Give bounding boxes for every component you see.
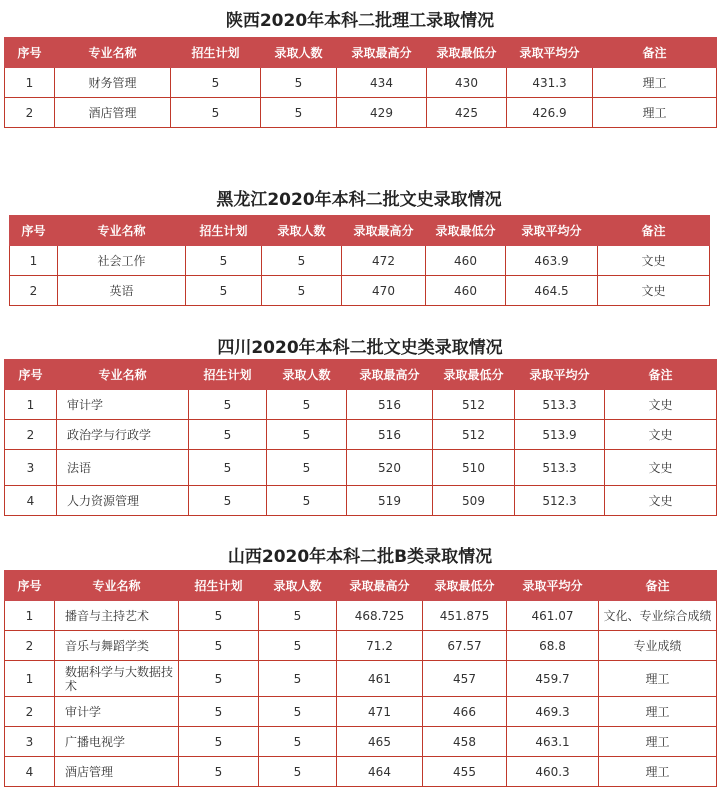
cell-avg-score: 512.3 (515, 486, 605, 516)
cell-avg-score: 513.9 (515, 420, 605, 450)
cell-major: 法语 (57, 450, 189, 486)
cell-plan: 5 (179, 697, 259, 727)
cell-remark: 文史 (605, 486, 717, 516)
cell-major: 财务管理 (55, 68, 171, 98)
cell-plan: 5 (189, 390, 267, 420)
cell-remark: 理工 (599, 757, 717, 787)
cell-remark: 文史 (605, 420, 717, 450)
cell-major: 音乐与舞蹈学类 (55, 631, 179, 661)
cell-remark: 理工 (599, 697, 717, 727)
cell-plan: 5 (171, 98, 261, 128)
table-row (10, 276, 710, 306)
table-row (5, 68, 717, 98)
cell-avg-score: 513.3 (515, 450, 605, 486)
cell-index: 2 (5, 697, 55, 727)
cell-max-score: 516 (347, 390, 433, 420)
col-header-max-score: 录取最高分 (337, 38, 427, 68)
cell-admitted: 5 (259, 661, 337, 697)
cell-max-score: 471 (337, 697, 423, 727)
section-title: 黑龙江2020年本科二批文史录取情况 (216, 190, 502, 210)
cell-plan: 5 (179, 631, 259, 661)
admission-table (4, 359, 717, 516)
cell-major: 审计学 (57, 390, 189, 420)
cell-min-score: 458 (423, 727, 507, 757)
cell-admitted: 5 (267, 390, 347, 420)
cell-major: 审计学 (55, 697, 179, 727)
col-header-index: 序号 (5, 360, 57, 390)
cell-min-score: 425 (427, 98, 507, 128)
cell-major: 英语 (58, 276, 186, 306)
col-header-admitted: 录取人数 (267, 360, 347, 390)
col-header-max-score: 录取最高分 (347, 360, 433, 390)
cell-admitted: 5 (262, 246, 342, 276)
cell-min-score: 430 (427, 68, 507, 98)
cell-plan: 5 (179, 601, 259, 631)
cell-admitted: 5 (267, 450, 347, 486)
cell-avg-score: 68.8 (507, 631, 599, 661)
cell-max-score: 468.725 (337, 601, 423, 631)
cell-min-score: 510 (433, 450, 515, 486)
cell-plan: 5 (186, 246, 262, 276)
cell-avg-score: 463.1 (507, 727, 599, 757)
cell-min-score: 460 (426, 276, 506, 306)
cell-max-score: 519 (347, 486, 433, 516)
cell-min-score: 457 (423, 661, 507, 697)
cell-major: 数据科学与大数据技术 (55, 661, 179, 697)
cell-max-score: 461 (337, 661, 423, 697)
header-row (5, 360, 717, 390)
cell-remark: 文化、专业综合成绩 (599, 601, 717, 631)
cell-max-score: 470 (342, 276, 426, 306)
cell-major: 社会工作 (58, 246, 186, 276)
cell-max-score: 71.2 (337, 631, 423, 661)
table-row (5, 757, 717, 787)
cell-admitted: 5 (259, 601, 337, 631)
col-header-min-score: 录取最低分 (426, 216, 506, 246)
col-header-major: 专业名称 (58, 216, 186, 246)
cell-plan: 5 (179, 727, 259, 757)
cell-major: 酒店管理 (55, 757, 179, 787)
cell-avg-score: 426.9 (507, 98, 593, 128)
col-header-remark: 备注 (605, 360, 717, 390)
cell-admitted: 5 (261, 68, 337, 98)
col-header-index: 序号 (5, 38, 55, 68)
cell-major: 人力资源管理 (57, 486, 189, 516)
col-header-avg-score: 录取平均分 (507, 571, 599, 601)
table-row (5, 631, 717, 661)
cell-remark: 文史 (598, 246, 710, 276)
cell-admitted: 5 (259, 697, 337, 727)
cell-remark: 理工 (599, 661, 717, 697)
col-header-remark: 备注 (599, 571, 717, 601)
col-header-min-score: 录取最低分 (433, 360, 515, 390)
table-row (5, 98, 717, 128)
cell-max-score: 472 (342, 246, 426, 276)
admission-table (4, 37, 717, 128)
cell-remark: 理工 (599, 727, 717, 757)
cell-index: 3 (5, 727, 55, 757)
col-header-plan: 招生计划 (179, 571, 259, 601)
cell-min-score: 460 (426, 246, 506, 276)
cell-index: 1 (5, 601, 55, 631)
cell-index: 4 (5, 486, 57, 516)
cell-avg-score: 469.3 (507, 697, 599, 727)
col-header-major: 专业名称 (55, 38, 171, 68)
cell-min-score: 509 (433, 486, 515, 516)
cell-avg-score: 513.3 (515, 390, 605, 420)
cell-min-score: 455 (423, 757, 507, 787)
cell-max-score: 516 (347, 420, 433, 450)
cell-index: 3 (5, 450, 57, 486)
cell-avg-score: 431.3 (507, 68, 593, 98)
col-header-min-score: 录取最低分 (427, 38, 507, 68)
cell-min-score: 451.875 (423, 601, 507, 631)
cell-major: 酒店管理 (55, 98, 171, 128)
cell-max-score: 429 (337, 98, 427, 128)
col-header-index: 序号 (10, 216, 58, 246)
table-row (10, 246, 710, 276)
cell-admitted: 5 (259, 757, 337, 787)
cell-max-score: 434 (337, 68, 427, 98)
cell-major: 播音与主持艺术 (55, 601, 179, 631)
cell-plan: 5 (186, 276, 262, 306)
cell-remark: 文史 (598, 276, 710, 306)
cell-plan: 5 (179, 757, 259, 787)
col-header-index: 序号 (5, 571, 55, 601)
cell-remark: 文史 (605, 390, 717, 420)
header-row (10, 216, 710, 246)
col-header-plan: 招生计划 (189, 360, 267, 390)
cell-major: 广播电视学 (55, 727, 179, 757)
cell-admitted: 5 (259, 727, 337, 757)
cell-avg-score: 461.07 (507, 601, 599, 631)
col-header-remark: 备注 (598, 216, 710, 246)
header-row (5, 38, 717, 68)
cell-index: 1 (10, 246, 58, 276)
cell-index: 1 (5, 390, 57, 420)
col-header-admitted: 录取人数 (259, 571, 337, 601)
cell-min-score: 67.57 (423, 631, 507, 661)
cell-admitted: 5 (267, 486, 347, 516)
section-title: 山西2020年本科二批B类录取情况 (227, 547, 493, 567)
cell-avg-score: 463.9 (506, 246, 598, 276)
cell-index: 1 (5, 661, 55, 697)
cell-index: 4 (5, 757, 55, 787)
cell-plan: 5 (171, 68, 261, 98)
cell-admitted: 5 (259, 631, 337, 661)
cell-major: 政治学与行政学 (57, 420, 189, 450)
col-header-max-score: 录取最高分 (337, 571, 423, 601)
cell-max-score: 464 (337, 757, 423, 787)
cell-min-score: 512 (433, 420, 515, 450)
cell-remark: 专业成绩 (599, 631, 717, 661)
cell-min-score: 512 (433, 390, 515, 420)
cell-index: 2 (5, 631, 55, 661)
header-row (5, 571, 717, 601)
cell-min-score: 466 (423, 697, 507, 727)
cell-avg-score: 464.5 (506, 276, 598, 306)
col-header-plan: 招生计划 (171, 38, 261, 68)
table-row (5, 697, 717, 727)
cell-avg-score: 460.3 (507, 757, 599, 787)
cell-plan: 5 (189, 420, 267, 450)
col-header-admitted: 录取人数 (262, 216, 342, 246)
cell-plan: 5 (189, 450, 267, 486)
col-header-admitted: 录取人数 (261, 38, 337, 68)
table-row (5, 420, 717, 450)
admission-table (4, 570, 717, 787)
cell-index: 2 (10, 276, 58, 306)
cell-plan: 5 (179, 661, 259, 697)
col-header-min-score: 录取最低分 (423, 571, 507, 601)
cell-index: 2 (5, 98, 55, 128)
cell-index: 2 (5, 420, 57, 450)
cell-plan: 5 (189, 486, 267, 516)
cell-avg-score: 459.7 (507, 661, 599, 697)
col-header-plan: 招生计划 (186, 216, 262, 246)
col-header-max-score: 录取最高分 (342, 216, 426, 246)
table-row (5, 390, 717, 420)
cell-max-score: 520 (347, 450, 433, 486)
cell-remark: 文史 (605, 450, 717, 486)
table-row (5, 661, 717, 697)
section-title: 四川2020年本科二批文史类录取情况 (217, 338, 503, 358)
cell-index: 1 (5, 68, 55, 98)
col-header-remark: 备注 (593, 38, 717, 68)
col-header-avg-score: 录取平均分 (507, 38, 593, 68)
table-row (5, 486, 717, 516)
table-row (5, 450, 717, 486)
col-header-major: 专业名称 (55, 571, 179, 601)
col-header-avg-score: 录取平均分 (515, 360, 605, 390)
col-header-major: 专业名称 (57, 360, 189, 390)
cell-admitted: 5 (267, 420, 347, 450)
section-title: 陕西2020年本科二批理工录取情况 (225, 11, 495, 31)
cell-admitted: 5 (262, 276, 342, 306)
table-row (5, 727, 717, 757)
admission-table (9, 215, 710, 306)
cell-remark: 理工 (593, 98, 717, 128)
table-row (5, 601, 717, 631)
cell-admitted: 5 (261, 98, 337, 128)
col-header-avg-score: 录取平均分 (506, 216, 598, 246)
cell-remark: 理工 (593, 68, 717, 98)
cell-max-score: 465 (337, 727, 423, 757)
